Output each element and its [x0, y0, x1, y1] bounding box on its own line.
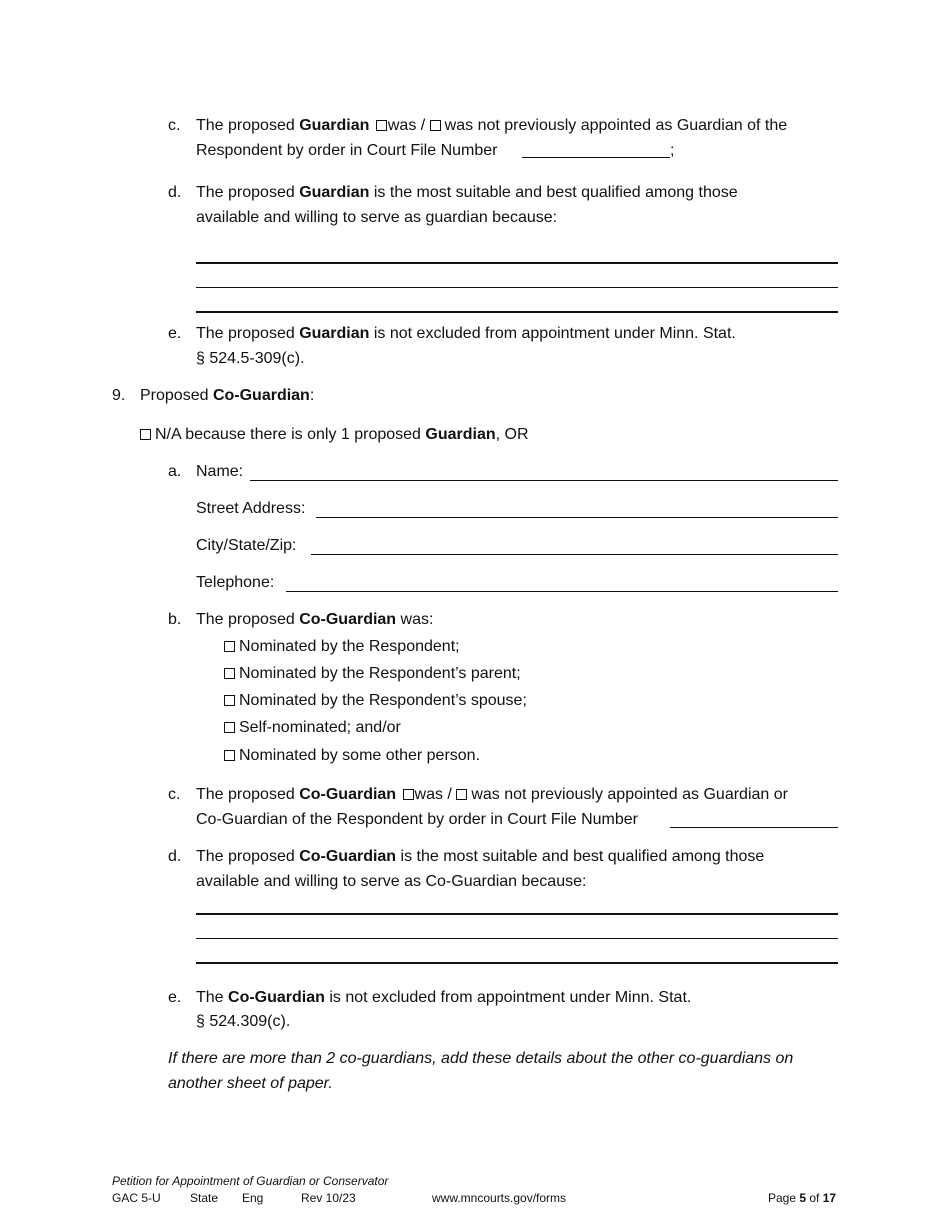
semicolon: ;	[670, 142, 675, 159]
na-text: N/A because there is only 1 proposed	[155, 426, 426, 443]
co-reason-line-1[interactable]	[196, 913, 838, 915]
footer-form-title: Petition for Appointment of Guardian or Conservator	[112, 1174, 389, 1188]
nomination-checkbox[interactable]	[224, 750, 235, 761]
telephone-label: Telephone:	[196, 574, 275, 591]
page-current: 5	[799, 1191, 807, 1205]
court-file-number-field[interactable]	[522, 157, 670, 158]
footer-revision: Rev 10/23	[301, 1191, 356, 1205]
item-9a-letter: a.	[168, 463, 182, 480]
item-9b-letter: b.	[168, 611, 182, 628]
item-8d-line2: available and willing to serve as guardian because:	[196, 209, 558, 226]
item-9b-text-rest: was:	[396, 611, 434, 628]
nomination-checkbox[interactable]	[224, 668, 235, 679]
was-not-label: was not previously appointed as Guardian or	[471, 786, 788, 803]
item-8e-letter: e.	[168, 325, 182, 342]
co-guardian-term: Co-Guardian	[228, 989, 325, 1006]
co-guardian-term: Co-Guardian	[299, 848, 397, 865]
nomination-label: Nominated by the Respondent’s spouse;	[239, 692, 527, 709]
item-9e-line1	[196, 988, 691, 1008]
page-of: of	[806, 1191, 823, 1205]
item-9b-text: The proposed	[196, 611, 300, 628]
guardian-term: Guardian	[299, 325, 370, 342]
was-checkbox[interactable]	[376, 120, 387, 131]
footer-page-number	[768, 1191, 836, 1205]
nomination-label: Nominated by the Respondent’s parent;	[239, 665, 521, 682]
na-checkbox[interactable]	[140, 429, 151, 440]
was-checkbox[interactable]	[403, 789, 414, 800]
name-label: Name:	[196, 463, 244, 480]
item-8d-text: The proposed	[196, 184, 300, 201]
heading-text: Proposed	[140, 387, 213, 404]
co-guardian-term: Co-Guardian	[299, 786, 397, 803]
nomination-label: Self-nominated; and/or	[239, 719, 401, 736]
name-field[interactable]	[250, 480, 838, 481]
nomination-checkbox[interactable]	[224, 695, 235, 706]
item-8e-line2: § 524.5-309(c).	[196, 350, 305, 367]
item-8d-letter: d.	[168, 184, 182, 201]
item-9d-text: The proposed	[196, 848, 300, 865]
item-9e-line2: § 524.309(c).	[196, 1013, 291, 1030]
co-court-file-number-field[interactable]	[670, 827, 838, 828]
nomination-option	[224, 718, 401, 738]
item-9c-text: The proposed	[196, 786, 300, 803]
item-8d-line1	[196, 183, 738, 203]
item-8c-line1	[196, 116, 787, 136]
item-8c-text: The proposed	[196, 117, 300, 134]
reason-line-3[interactable]	[196, 311, 838, 313]
nomination-option	[224, 637, 460, 657]
footer-form-code: GAC 5-U	[112, 1191, 161, 1205]
item-9d-line2: available and willing to serve as Co-Guardian because:	[196, 873, 587, 890]
item-8e-line1	[196, 324, 736, 344]
item-9e-letter: e.	[168, 989, 182, 1006]
was-label: was /	[414, 786, 452, 803]
nomination-option	[224, 746, 480, 766]
street-address-field[interactable]	[316, 517, 838, 518]
was-not-checkbox[interactable]	[430, 120, 441, 131]
was-not-checkbox[interactable]	[456, 789, 467, 800]
item-9c-letter: c.	[168, 786, 181, 803]
item-9e-text-rest: is not excluded from appointment under Minn. Stat.	[324, 989, 692, 1006]
section-9-number: 9.	[112, 387, 126, 404]
item-9d-text-rest: is the most suitable and best qualified among those	[396, 848, 765, 865]
item-9d-line1	[196, 847, 764, 867]
was-not-label: was not previously appointed as Guardian of the	[444, 117, 788, 134]
nomination-checkbox[interactable]	[224, 722, 235, 733]
telephone-field[interactable]	[286, 591, 838, 592]
nomination-label: Nominated by some other person.	[239, 747, 481, 764]
reason-line-1[interactable]	[196, 262, 838, 264]
co-reason-line-3[interactable]	[196, 962, 838, 964]
footer-language: Eng	[242, 1191, 264, 1205]
item-9d-letter: d.	[168, 848, 182, 865]
city-state-zip-label: City/State/Zip:	[196, 537, 297, 554]
guardian-term: Guardian	[299, 117, 370, 134]
guardian-term: Guardian	[299, 184, 370, 201]
nomination-label: Nominated by the Respondent;	[239, 638, 460, 655]
city-state-zip-field[interactable]	[311, 554, 838, 555]
heading-colon: :	[309, 387, 315, 404]
nomination-option	[224, 691, 527, 711]
co-reason-line-2[interactable]	[196, 938, 838, 939]
co-guardian-term: Co-Guardian	[212, 387, 310, 404]
item-8e-text-rest: is not excluded from appointment under Minn. Stat.	[369, 325, 736, 342]
item-8c-letter: c.	[168, 117, 181, 134]
nomination-option	[224, 664, 521, 684]
footer-url[interactable]: www.mncourts.gov/forms	[432, 1191, 567, 1205]
guardian-term: Guardian	[425, 426, 496, 443]
na-or: , OR	[495, 426, 529, 443]
section-9-heading	[140, 386, 314, 406]
item-8c-line2: Respondent by order in Court File Number	[196, 142, 498, 159]
co-guardian-note-line-2: another sheet of paper.	[168, 1075, 333, 1092]
co-guardian-term: Co-Guardian	[299, 611, 397, 628]
na-option	[140, 425, 529, 445]
item-9e-text: The	[196, 989, 229, 1006]
item-8d-text-rest: is the most suitable and best qualified among those	[369, 184, 738, 201]
page-prefix: Page	[768, 1191, 800, 1205]
item-9c-line2: Co-Guardian of the Respondent by order in Court File Number	[196, 811, 638, 828]
page-total: 17	[822, 1191, 837, 1205]
reason-line-2[interactable]	[196, 287, 838, 288]
item-8e-text: The proposed	[196, 325, 300, 342]
nomination-checkbox[interactable]	[224, 641, 235, 652]
street-address-label: Street Address:	[196, 500, 306, 517]
co-guardian-note-line-1: If there are more than 2 co-guardians, add these details about the other co-guardians on	[168, 1050, 794, 1067]
item-9c-line1	[196, 785, 788, 805]
was-label: was /	[387, 117, 426, 134]
footer-state: State	[190, 1191, 219, 1205]
item-9b-line1	[196, 610, 433, 630]
